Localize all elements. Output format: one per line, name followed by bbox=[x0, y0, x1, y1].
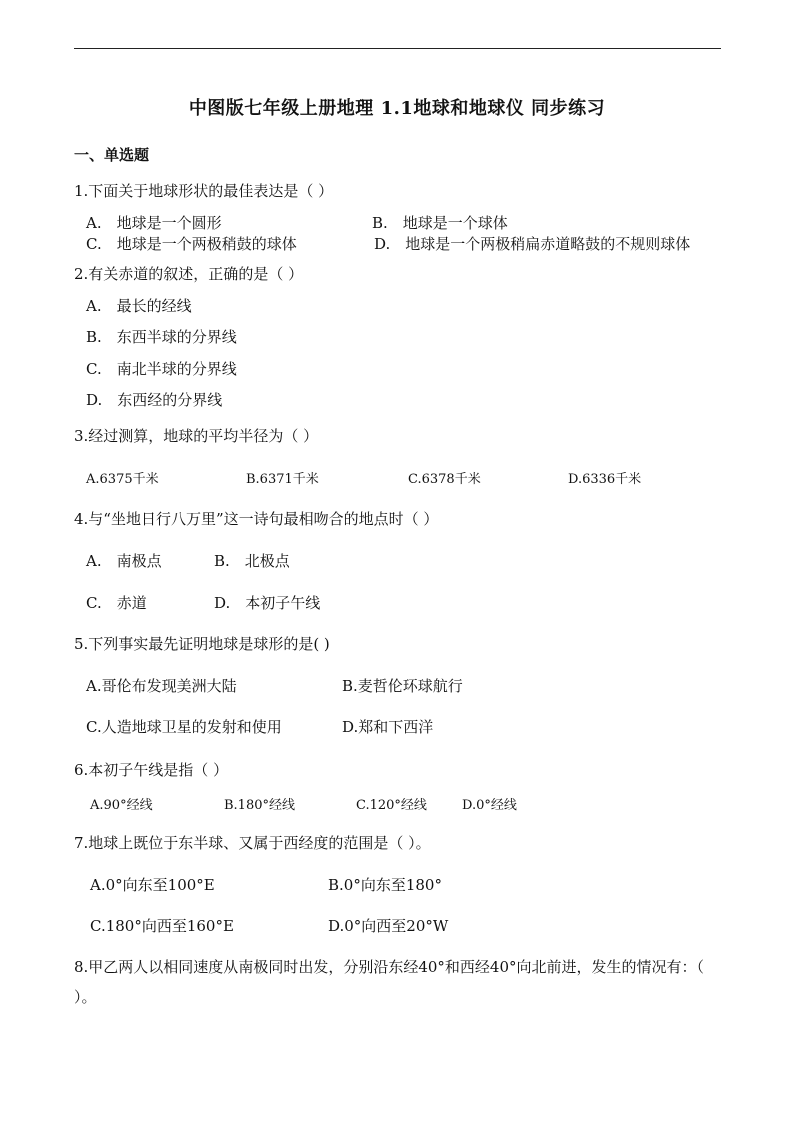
question-3-option-b: B.6371千米 bbox=[246, 472, 319, 487]
page-title: 中图版七年级上册地理 1.1地球和地球仪 同步练习 bbox=[188, 98, 606, 119]
question-1-option-c: C. 地球是一个两极稍鼓的球体 bbox=[86, 235, 297, 253]
question-2-option-c: C. 南北半球的分界线 bbox=[86, 360, 237, 378]
question-2-option-b: B. 东西半球的分界线 bbox=[86, 328, 237, 346]
question-7-option-d: D.0°向西至20°W bbox=[328, 917, 449, 935]
question-7-stem: 7.地球上既位于东半球、又属于西经度的范围是（ ）。 bbox=[74, 834, 431, 852]
question-7-option-b: B.0°向东至180° bbox=[328, 876, 442, 894]
question-3-option-d: D.6336千米 bbox=[568, 472, 642, 487]
question-5-stem: 5.下列事实最先证明地球是球形的是( ) bbox=[74, 635, 330, 653]
question-2-option-a: A. 最长的经线 bbox=[86, 297, 192, 315]
question-1-option-a: A. 地球是一个圆形 bbox=[86, 214, 222, 232]
question-1-option-b: B. 地球是一个球体 bbox=[372, 214, 508, 232]
question-8-stem: 8.甲乙两人以相同速度从南极同时出发，分别沿东经40°和西经40°向北前进，发生的情况有：（ ）。 bbox=[74, 958, 704, 1006]
question-4-stem: 4.与“坐地日行八万里”这一诗句最相吻合的地点时（ ） bbox=[74, 510, 439, 528]
question-1-option-d: D. 地球是一个两极稍扁赤道略鼓的不规则球体 bbox=[374, 235, 691, 253]
question-6-option-b: B.180°经线 bbox=[224, 798, 295, 813]
question-4-option-a: A. 南极点 bbox=[86, 552, 162, 570]
question-5-option-b: B.麦哲伦环球航行 bbox=[342, 677, 463, 695]
question-4-option-d: D. 本初子午线 bbox=[214, 594, 321, 612]
header-rule bbox=[74, 48, 721, 49]
question-4-option-c: C. 赤道 bbox=[86, 594, 147, 612]
question-4-option-b: B. 北极点 bbox=[214, 552, 290, 570]
question-2-option-d: D. 东西经的分界线 bbox=[86, 391, 223, 409]
question-5-option-c: C.人造地球卫星的发射和使用 bbox=[86, 718, 282, 736]
question-3-option-c: C.6378千米 bbox=[408, 472, 481, 487]
question-5-option-a: A.哥伦布发现美洲大陆 bbox=[86, 677, 237, 695]
question-6-stem: 6.本初子午线是指（ ） bbox=[74, 761, 229, 779]
question-6-option-a: A.90°经线 bbox=[90, 798, 153, 813]
question-2-stem: 2.有关赤道的叙述，正确的是（ ） bbox=[74, 265, 304, 283]
question-6-option-c: C.120°经线 bbox=[356, 798, 427, 813]
question-5-option-d: D.郑和下西洋 bbox=[342, 718, 434, 736]
question-6-option-d: D.0°经线 bbox=[462, 798, 517, 813]
section-heading: 一、单选题 bbox=[74, 146, 150, 164]
question-7-option-c: C.180°向西至160°E bbox=[90, 917, 234, 935]
question-3-option-a: A.6375千米 bbox=[86, 472, 159, 487]
question-1-stem: 1.下面关于地球形状的最佳表达是（ ） bbox=[74, 182, 334, 200]
question-7-option-a: A.0°向东至100°E bbox=[90, 876, 215, 894]
question-3-stem: 3.经过测算，地球的平均半径为（ ） bbox=[74, 427, 319, 445]
